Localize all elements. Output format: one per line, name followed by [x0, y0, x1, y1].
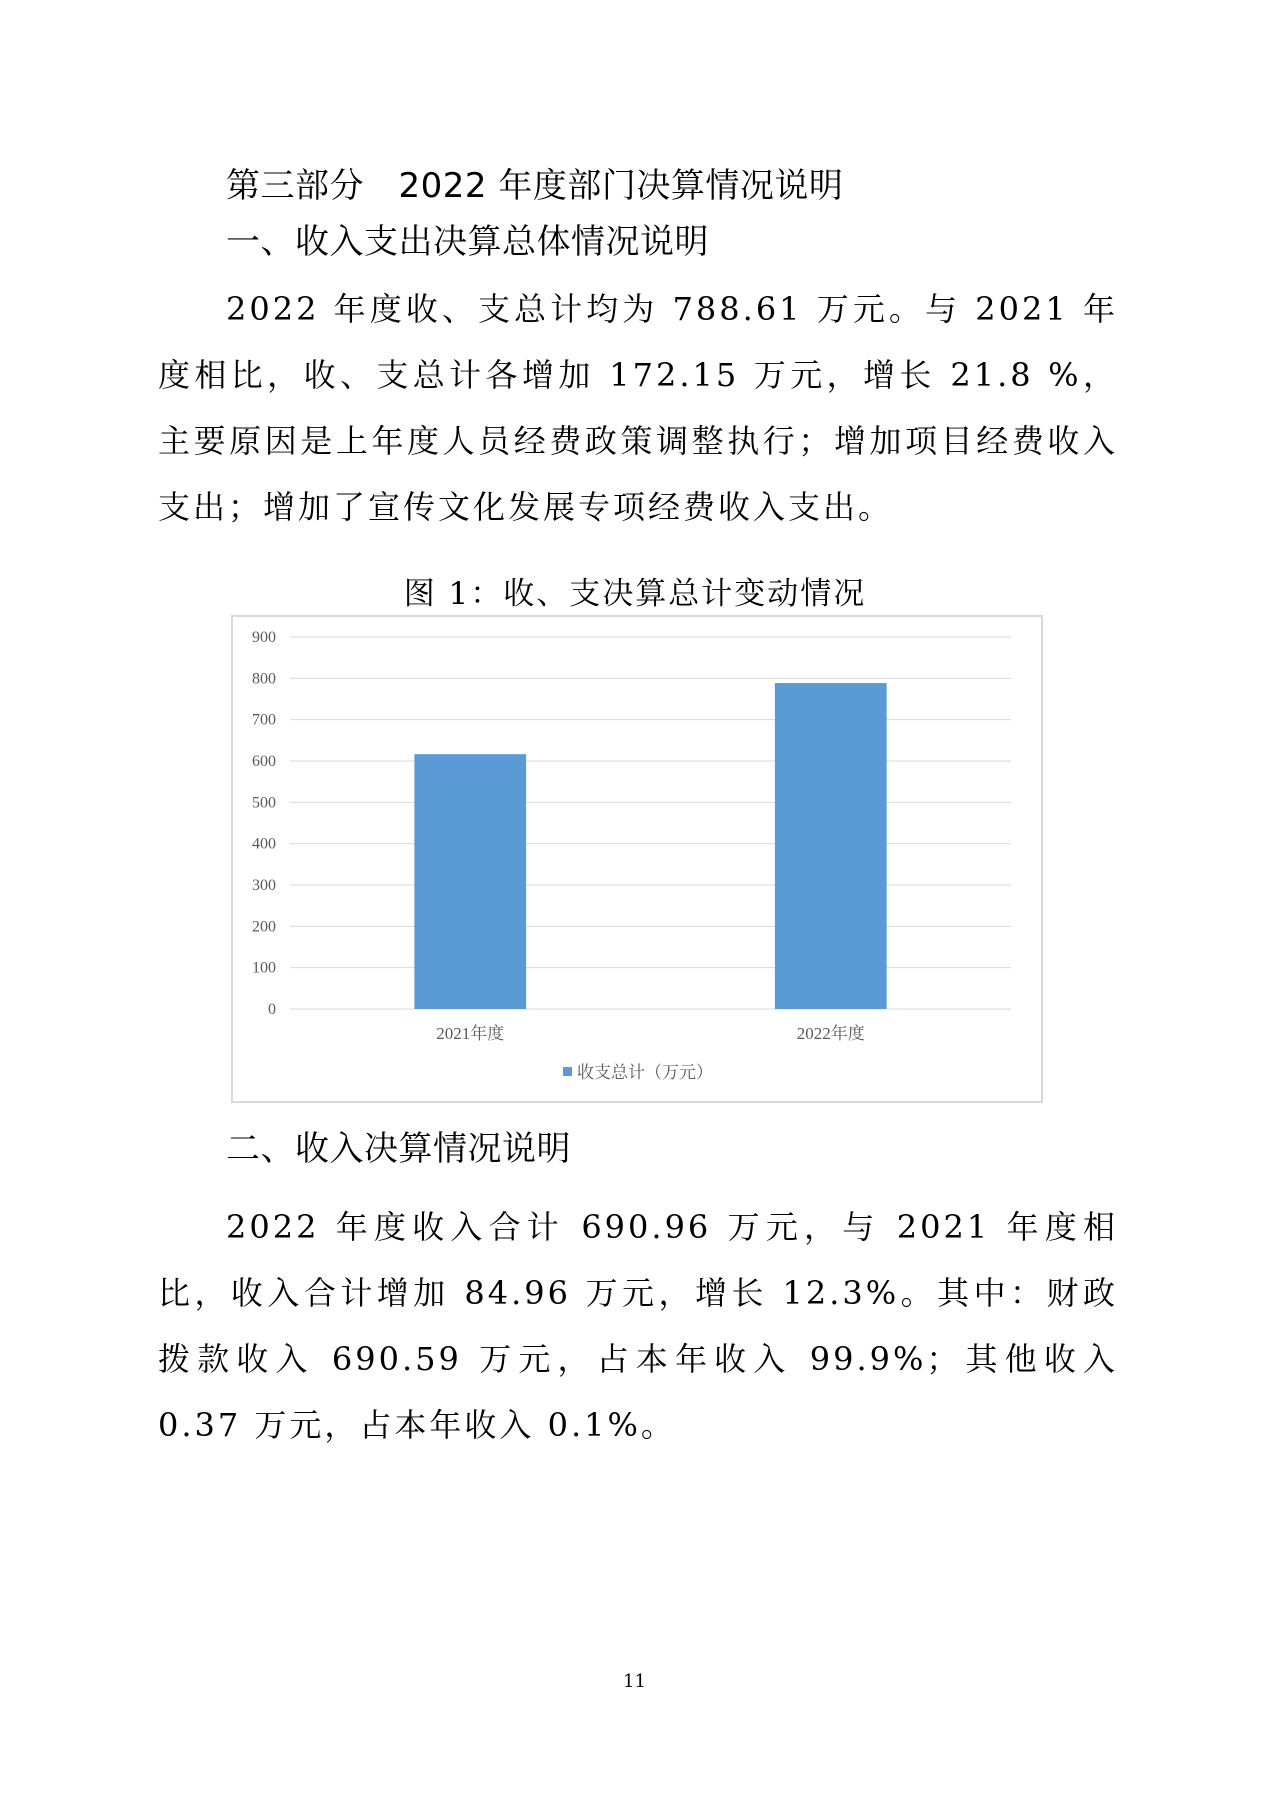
- bar-chart: [231, 615, 1043, 1103]
- y-tick-label: 700: [252, 711, 276, 729]
- bar-chart-svg: [233, 617, 1041, 1101]
- legend-label: 收支总计（万元）: [577, 1063, 713, 1082]
- figure-caption: 图 1：收、支决算总计变动情况: [403, 576, 867, 612]
- y-tick-label: 900: [252, 629, 276, 646]
- bar: [414, 754, 526, 1009]
- y-tick-label: 600: [252, 753, 276, 770]
- bar: [775, 683, 887, 1009]
- section-title: 第三部分 2022 年度部门决算情况说明: [226, 166, 844, 206]
- page-number: 11: [623, 1671, 646, 1692]
- y-tick-label: 100: [252, 959, 276, 977]
- paragraph-income-details: 2022 年度收入合计 690.96 万元，与 2021 年度相比，收入合计增加 84.96 万元，增长 12.3%。其中：财政拨款收入 690.59 万元，占本年收入 99.9%；其他收入 0.37 万元，占本年收入 0.1%。: [158, 1208, 1118, 1444]
- y-tick-label: 400: [252, 835, 276, 853]
- heading-income-expenditure-overview: 一、收入支出决算总体情况说明: [226, 222, 709, 262]
- y-tick-label: 800: [252, 670, 276, 688]
- paragraph-income-expenditure-overview: 2022 年度收、支总计均为 788.61 万元。与 2021 年度相比，收、支总计各增加 172.15 万元，增长 21.8 %，主要原因是上年度人员经费政策调整执行；增加项目经费收入支出；增加了宣传文化发展专项经费收入支出。: [158, 290, 1118, 526]
- y-tick-label: 300: [252, 877, 276, 894]
- x-tick-label: 2022年度: [796, 1024, 865, 1043]
- y-tick-label: 500: [252, 794, 276, 812]
- x-tick-label: 2021年度: [436, 1024, 505, 1043]
- y-tick-label: 200: [252, 918, 276, 936]
- heading-income-details: 二、收入决算情况说明: [226, 1129, 571, 1169]
- legend-swatch: [563, 1067, 572, 1076]
- y-tick-label: 0: [268, 1001, 276, 1018]
